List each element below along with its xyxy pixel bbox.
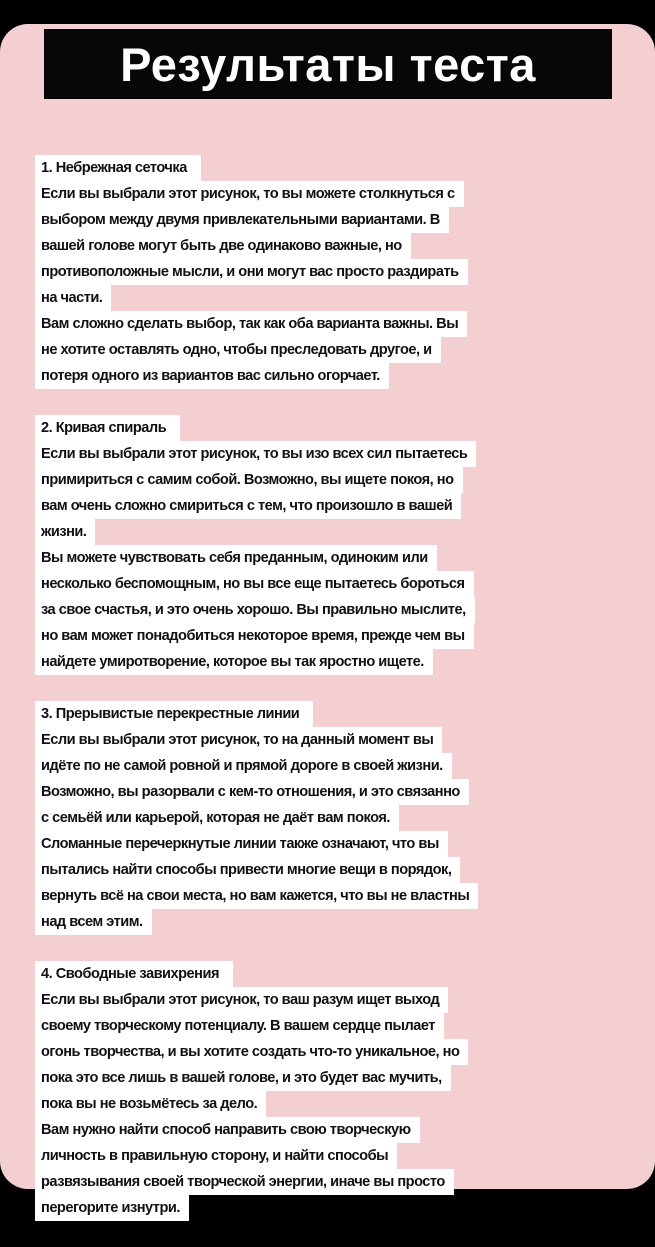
section-text-line: но вам может понадобиться некоторое время, прежде чем вы bbox=[35, 623, 474, 649]
result-section-3 bbox=[35, 701, 635, 935]
section-text-line: Возможно, вы разорвали с кем-то отношения, и это связанно bbox=[35, 779, 469, 805]
section-text-line: найдете умиротворение, которое вы так яростно ищете. bbox=[35, 649, 433, 675]
section-text-line: примириться с самим собой. Возможно, вы ищете покоя, но bbox=[35, 467, 463, 493]
section-text-line: несколько беспомощным, но вы все еще пытаетесь бороться bbox=[35, 571, 474, 597]
section-text-line: вам очень сложно смириться с тем, что произошло в вашей bbox=[35, 493, 461, 519]
section-text-line: жизни. bbox=[35, 519, 95, 545]
section-text-line: противоположные мысли, и они могут вас просто раздирать bbox=[35, 259, 468, 285]
section-text-line: Если вы выбрали этот рисунок, то вы изо всех сил пытаетесь bbox=[35, 441, 476, 467]
section-heading: 2. Кривая спираль bbox=[35, 415, 180, 441]
sections-list bbox=[35, 155, 635, 1247]
section-text-line: потеря одного из вариантов вас сильно огорчает. bbox=[35, 363, 389, 389]
section-text-line: Сломанные перечеркнутые линии также означают, что вы bbox=[35, 831, 448, 857]
section-text-line: перегорите изнутри. bbox=[35, 1195, 189, 1221]
section-text-line: с семьёй или карьерой, которая не даёт вам покоя. bbox=[35, 805, 399, 831]
section-text-line: пока вы не возьмётесь за дело. bbox=[35, 1091, 266, 1117]
section-heading: 4. Свободные завихрения bbox=[35, 961, 233, 987]
section-text-line: на части. bbox=[35, 285, 111, 311]
page-title: Результаты теста bbox=[120, 37, 536, 91]
result-section-1 bbox=[35, 155, 635, 389]
section-heading: 1. Небрежная сеточка bbox=[35, 155, 201, 181]
section-text-line: над всем этим. bbox=[35, 909, 152, 935]
section-text-line: пока это все лишь в вашей голове, и это будет вас мучить, bbox=[35, 1065, 451, 1091]
section-text-line: вашей голове могут быть две одинаково важные, но bbox=[35, 233, 411, 259]
section-text-line: своему творческому потенциалу. В вашем сердце пылает bbox=[35, 1013, 444, 1039]
title-banner bbox=[44, 29, 612, 99]
section-text-line: Если вы выбрали этот рисунок, то вы можете столкнуться с bbox=[35, 181, 464, 207]
section-text-line: идёте по не самой ровной и прямой дороге в своей жизни. bbox=[35, 753, 452, 779]
section-text-line: вернуть всё на свои места, но вам кажется, что вы не властны bbox=[35, 883, 478, 909]
result-card bbox=[0, 24, 655, 1216]
result-section-2 bbox=[35, 415, 635, 675]
section-text-line: пытались найти способы привести многие вещи в порядок, bbox=[35, 857, 460, 883]
result-section-4 bbox=[35, 961, 635, 1221]
section-text-line: за свое счастья, и это очень хорошо. Вы правильно мыслите, bbox=[35, 597, 475, 623]
section-text-line: развязывания своей творческой энергии, иначе вы просто bbox=[35, 1169, 454, 1195]
section-text-line: выбором между двумя привлекательными вариантами. В bbox=[35, 207, 449, 233]
section-text-line: Вам сложно сделать выбор, так как оба варианта важны. Вы bbox=[35, 311, 467, 337]
section-text-line: Если вы выбрали этот рисунок, то на данный момент вы bbox=[35, 727, 442, 753]
section-text-line: Если вы выбрали этот рисунок, то ваш разум ищет выход bbox=[35, 987, 448, 1013]
section-text-line: Вам нужно найти способ направить свою творческую bbox=[35, 1117, 420, 1143]
section-text-line: Вы можете чувствовать себя преданным, одиноким или bbox=[35, 545, 437, 571]
section-text-line: не хотите оставлять одно, чтобы преследовать другое, и bbox=[35, 337, 441, 363]
section-text-line: личность в правильную сторону, и найти способы bbox=[35, 1143, 397, 1169]
section-text-line: огонь творчества, и вы хотите создать что-то уникальное, но bbox=[35, 1039, 468, 1065]
section-heading: 3. Прерывистые перекрестные линии bbox=[35, 701, 313, 727]
